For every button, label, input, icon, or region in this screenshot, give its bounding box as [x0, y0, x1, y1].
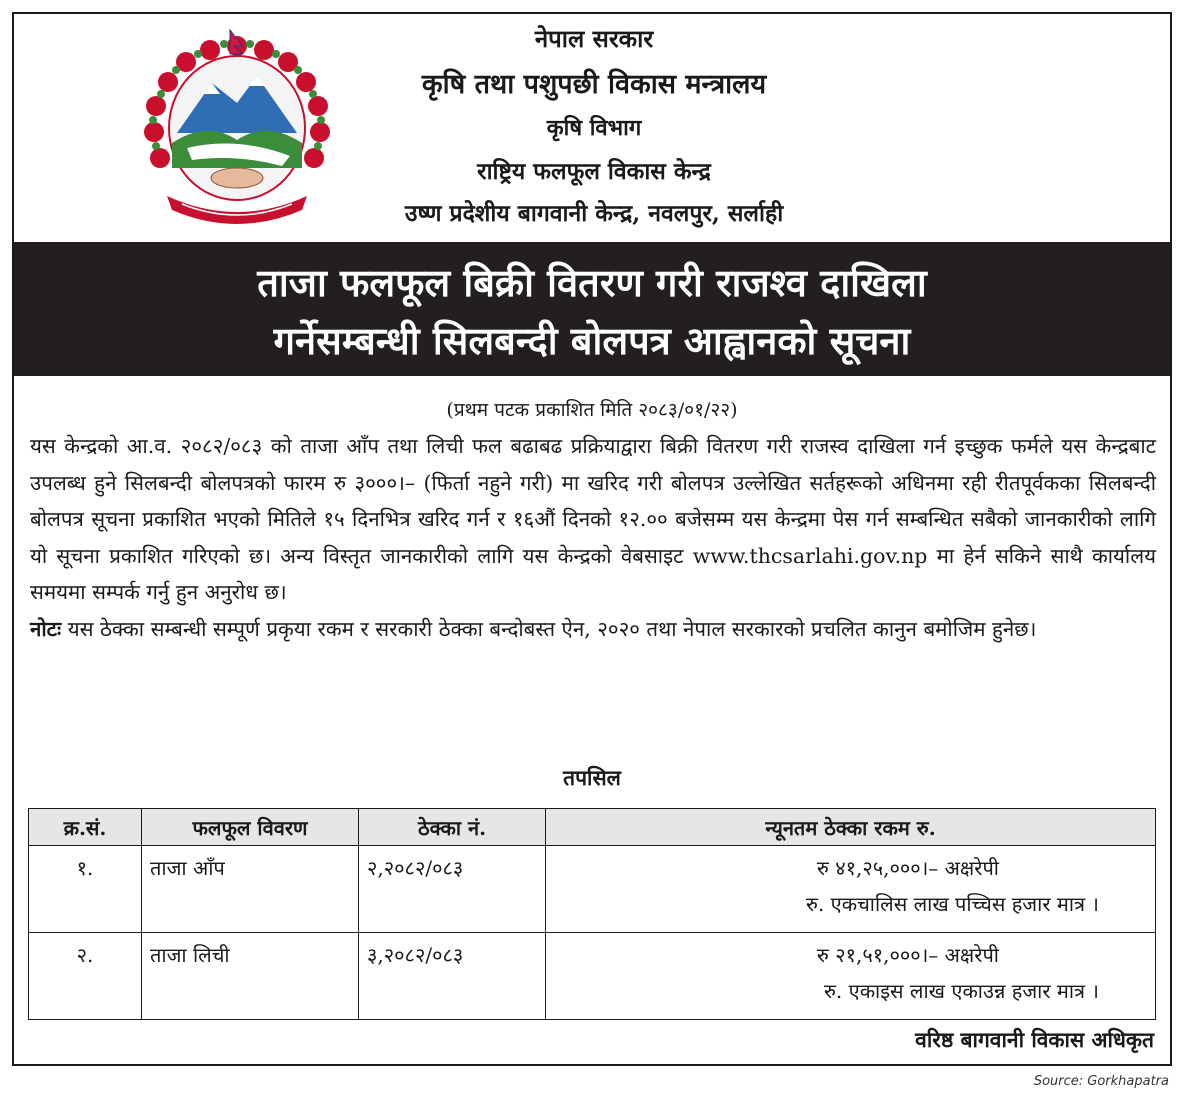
cell-sn: १.	[29, 846, 142, 933]
cell-amount	[546, 846, 1156, 933]
amount-figure: रु २१,५१,०००।– अक्षरेपी	[816, 943, 999, 967]
column-header-amount: न्यूनतम ठेक्का रकम रु.	[546, 809, 1156, 846]
column-header-description: फलफूल विवरण	[142, 809, 359, 846]
column-header-contract-no: ठेक्का नं.	[359, 809, 546, 846]
notice-frame	[12, 12, 1172, 1066]
schedule-table	[28, 808, 1156, 1020]
cell-description: ताजा आँप	[142, 846, 359, 933]
amount-figure: रु ४१,२५,०००।– अक्षरेपी	[816, 856, 999, 880]
department-name: कृषि विभाग	[546, 115, 642, 141]
notice-body	[30, 428, 1156, 647]
cell-description: ताजा लिची	[142, 933, 359, 1020]
cell-contract-no: २,२०८२/०८३	[359, 846, 546, 933]
published-date: (प्रथम पटक प्रकाशित मिति २०८३/०१/२२)	[446, 399, 738, 421]
cell-contract-no: ३,२०८२/०८३	[359, 933, 546, 1020]
center-name: राष्ट्रिय फलफूल विकास केन्द्र	[477, 158, 711, 185]
column-header-sn: क्र.सं.	[29, 809, 142, 846]
table-header-row	[29, 809, 1156, 846]
table-row	[29, 846, 1156, 933]
notice-note	[30, 611, 1156, 648]
note-label: नोटः	[30, 616, 62, 641]
table-row	[29, 933, 1156, 1020]
government-name: नेपाल सरकार	[534, 24, 654, 53]
note-text: यस ठेक्का सम्बन्धी सम्पूर्ण प्रकृया रकम र सरकारी ठेक्का बन्दोबस्त ऐन, २०२० तथा नेपाल सरकारको प्रचलित कानुन बमोजिम हुनेछ।	[61, 616, 1037, 641]
notice-title-line-1: ताजा फलफूल बिक्री वितरण गरी राजश्व दाखिला	[257, 261, 927, 305]
ministry-name: कृषि तथा पशुपछी विकास मन्त्रालय	[421, 69, 767, 100]
notice-title-line-2: गर्नेसम्बन्धी सिलबन्दी बोलपत्र आह्वानको सूचना	[273, 319, 911, 363]
cell-sn: २.	[29, 933, 142, 1020]
cell-amount	[546, 933, 1156, 1020]
amount-words: रु. एकाइस लाख एकाउन्न हजार मात्र ।	[823, 979, 1099, 1003]
office-address: उष्ण प्रदेशीय बागवानी केन्द्र, नवलपुर, सर्लाही	[404, 200, 784, 227]
notice-title-banner	[14, 242, 1170, 376]
schedule-title: तपसिल	[563, 765, 621, 790]
signatory-title: वरिष्ठ बागवानी विकास अधिकृत	[915, 1027, 1154, 1052]
notice-header	[14, 14, 1170, 240]
amount-words: रु. एकचालिस लाख पच्चिस हजार मात्र ।	[805, 892, 1099, 916]
source-credit: Source: Gorkhapatra	[1033, 1074, 1169, 1089]
notice-paragraph: यस केन्द्रको आ.व. २०८२/०८३ को ताजा आँप तथा लिची फल बढाबढ प्रक्रियाद्वारा बिक्री वितरण गरी राजस्व दाखिला गर्न इच्छुक फर्मले यस केन्द्रबाट उपलब्ध हुने सिलबन्दी बोलपत्रको फारम रु ३०००।– (फिर्ता नहुने गरी) मा खरिद गरी बोलपत्र उल्लेखित सर्तहरूको अधिनमा रही रीतपूर्वकका सिलबन्दी बोलपत्र सूचना प्रकाशित भएको मितिले १५ दिनभित्र खरिद गर्न र १६औं दिनको १२.०० बजेसम्म यस केन्द्रमा पेस गर्न सम्बन्धित सबैको जानकारीको लागि यो सूचना प्रकाशित गरिएको छ। अन्य विस्तृत जानकारीको लागि यस केन्द्रको वेबसाइट www.thcsarlahi.gov.np मा हेर्न सकिने साथै कार्यालय समयमा सम्पर्क गर्नु हुन अनुरोध छ।	[30, 434, 1156, 604]
